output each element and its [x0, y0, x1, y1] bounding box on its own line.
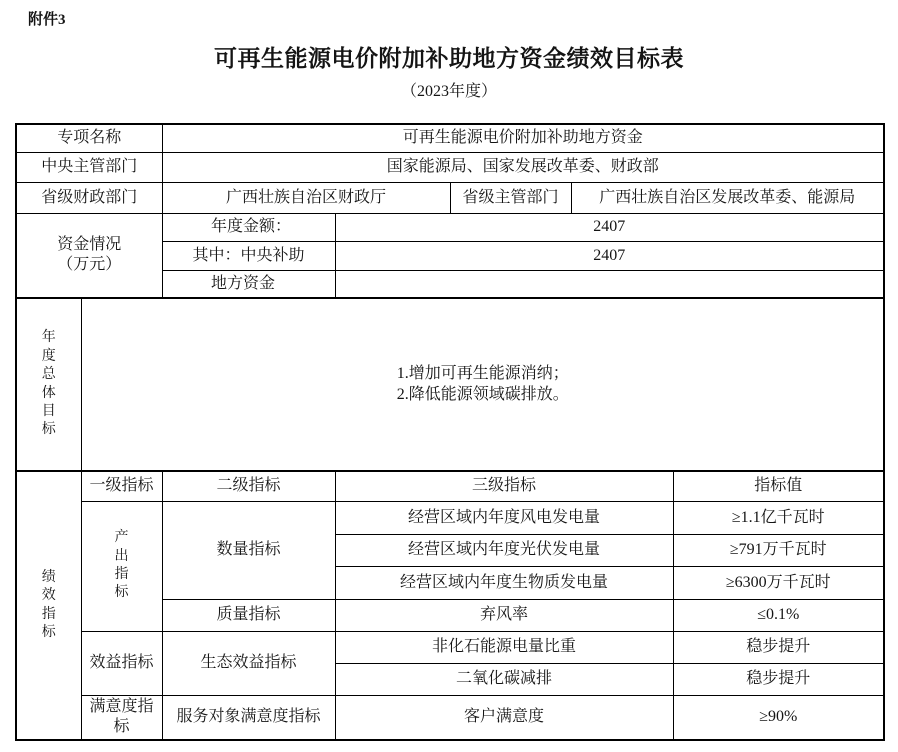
indicator-name: 经营区域内年度生物质发电量: [335, 566, 673, 599]
header-value: 指标值: [673, 471, 884, 501]
performance-section-label-text: 绩效指标: [41, 569, 56, 640]
header-level3: 三级指标: [335, 471, 673, 501]
performance-target-table: [15, 123, 885, 741]
funding-local-value: [335, 270, 884, 298]
row-indicator-wind: [16, 501, 884, 534]
provincial-finance-value: 广西壮族自治区财政厅: [226, 188, 387, 206]
row-project-name: [16, 124, 884, 152]
funding-local-label: 地方资金: [162, 270, 335, 298]
indicator-name: 弃风率: [335, 599, 673, 631]
funding-label-line1: 资金情况: [57, 236, 122, 254]
row-indicator-satisfaction: [16, 695, 884, 740]
indicator-value: ≤0.1%: [673, 599, 884, 631]
level1-output-text: 产出指标: [114, 530, 129, 601]
indicator-name: 经营区域内年度光伏发电量: [335, 534, 673, 566]
indicator-value: ≥90%: [673, 695, 884, 740]
annual-goal-line2: 2.降低能源领域碳排放。: [396, 385, 569, 403]
level2-quality-cell: 质量指标: [162, 599, 335, 631]
indicator-value: 稳步提升: [673, 631, 884, 663]
header-level1: 一级指标: [81, 471, 162, 501]
level1-satisfaction-cell: 满意度指标: [81, 695, 162, 740]
central-dept-label: 中央主管部门: [16, 152, 162, 182]
performance-section-label: [16, 471, 81, 740]
row-provincial-dept: [16, 182, 884, 213]
level2-eco-cell: 生态效益指标: [162, 631, 335, 695]
project-name-label: 专项名称: [16, 124, 162, 152]
annual-goal-content: [81, 298, 884, 471]
provincial-dept-label: 省级主管部门: [450, 183, 571, 213]
annual-goal-label: [16, 298, 81, 471]
row-indicator-nonfossil: [16, 631, 884, 663]
indicator-value: 稳步提升: [673, 663, 884, 695]
indicator-name: 客户满意度: [335, 695, 673, 740]
attachment-label: 附件3: [28, 12, 66, 28]
funding-label-line2: （万元）: [57, 256, 122, 274]
level1-benefit-cell: 效益指标: [81, 631, 162, 695]
funding-central-label: 其中：中央补助: [162, 241, 335, 270]
page-subtitle: （2023年度）: [400, 83, 497, 100]
level2-service-cell: 服务对象满意度指标: [162, 695, 335, 740]
row-funding-annual: [16, 213, 884, 241]
page-title: 可再生能源电价附加补助地方资金绩效目标表: [214, 46, 684, 71]
indicator-value: ≥791万千瓦时: [673, 534, 884, 566]
row-indicator-header: [16, 471, 884, 501]
provincial-finance-label: 省级财政部门: [16, 182, 162, 213]
provincial-dept-value: 广西壮族自治区发展改革委、能源局: [571, 183, 884, 213]
row-annual-goal: [16, 298, 884, 471]
level1-output-cell: [81, 501, 162, 631]
provincial-dept-split: [163, 183, 884, 213]
indicator-name: 非化石能源电量比重: [335, 631, 673, 663]
central-dept-value: 国家能源局、国家发展改革委、财政部: [162, 152, 884, 182]
annual-goal-label-text: 年度总体目标: [41, 330, 56, 438]
header-level2: 二级指标: [162, 471, 335, 501]
project-name-value: 可再生能源电价附加补助地方资金: [162, 124, 884, 152]
row-central-dept: [16, 152, 884, 182]
indicator-name: 二氧化碳减排: [335, 663, 673, 695]
annual-goal-line1: 1.增加可再生能源消纳；: [396, 364, 569, 382]
provincial-dept-cell: [162, 182, 884, 213]
indicator-value: ≥1.1亿千瓦时: [673, 501, 884, 534]
indicator-name: 经营区域内年度风电发电量: [335, 501, 673, 534]
indicator-value: ≥6300万千瓦时: [673, 566, 884, 599]
funding-annual-label: 年度金额：: [162, 213, 335, 241]
funding-central-value: 2407: [335, 241, 884, 270]
funding-annual-value: 2407: [335, 213, 884, 241]
funding-label: [16, 213, 162, 298]
level2-quantity-cell: 数量指标: [162, 501, 335, 599]
